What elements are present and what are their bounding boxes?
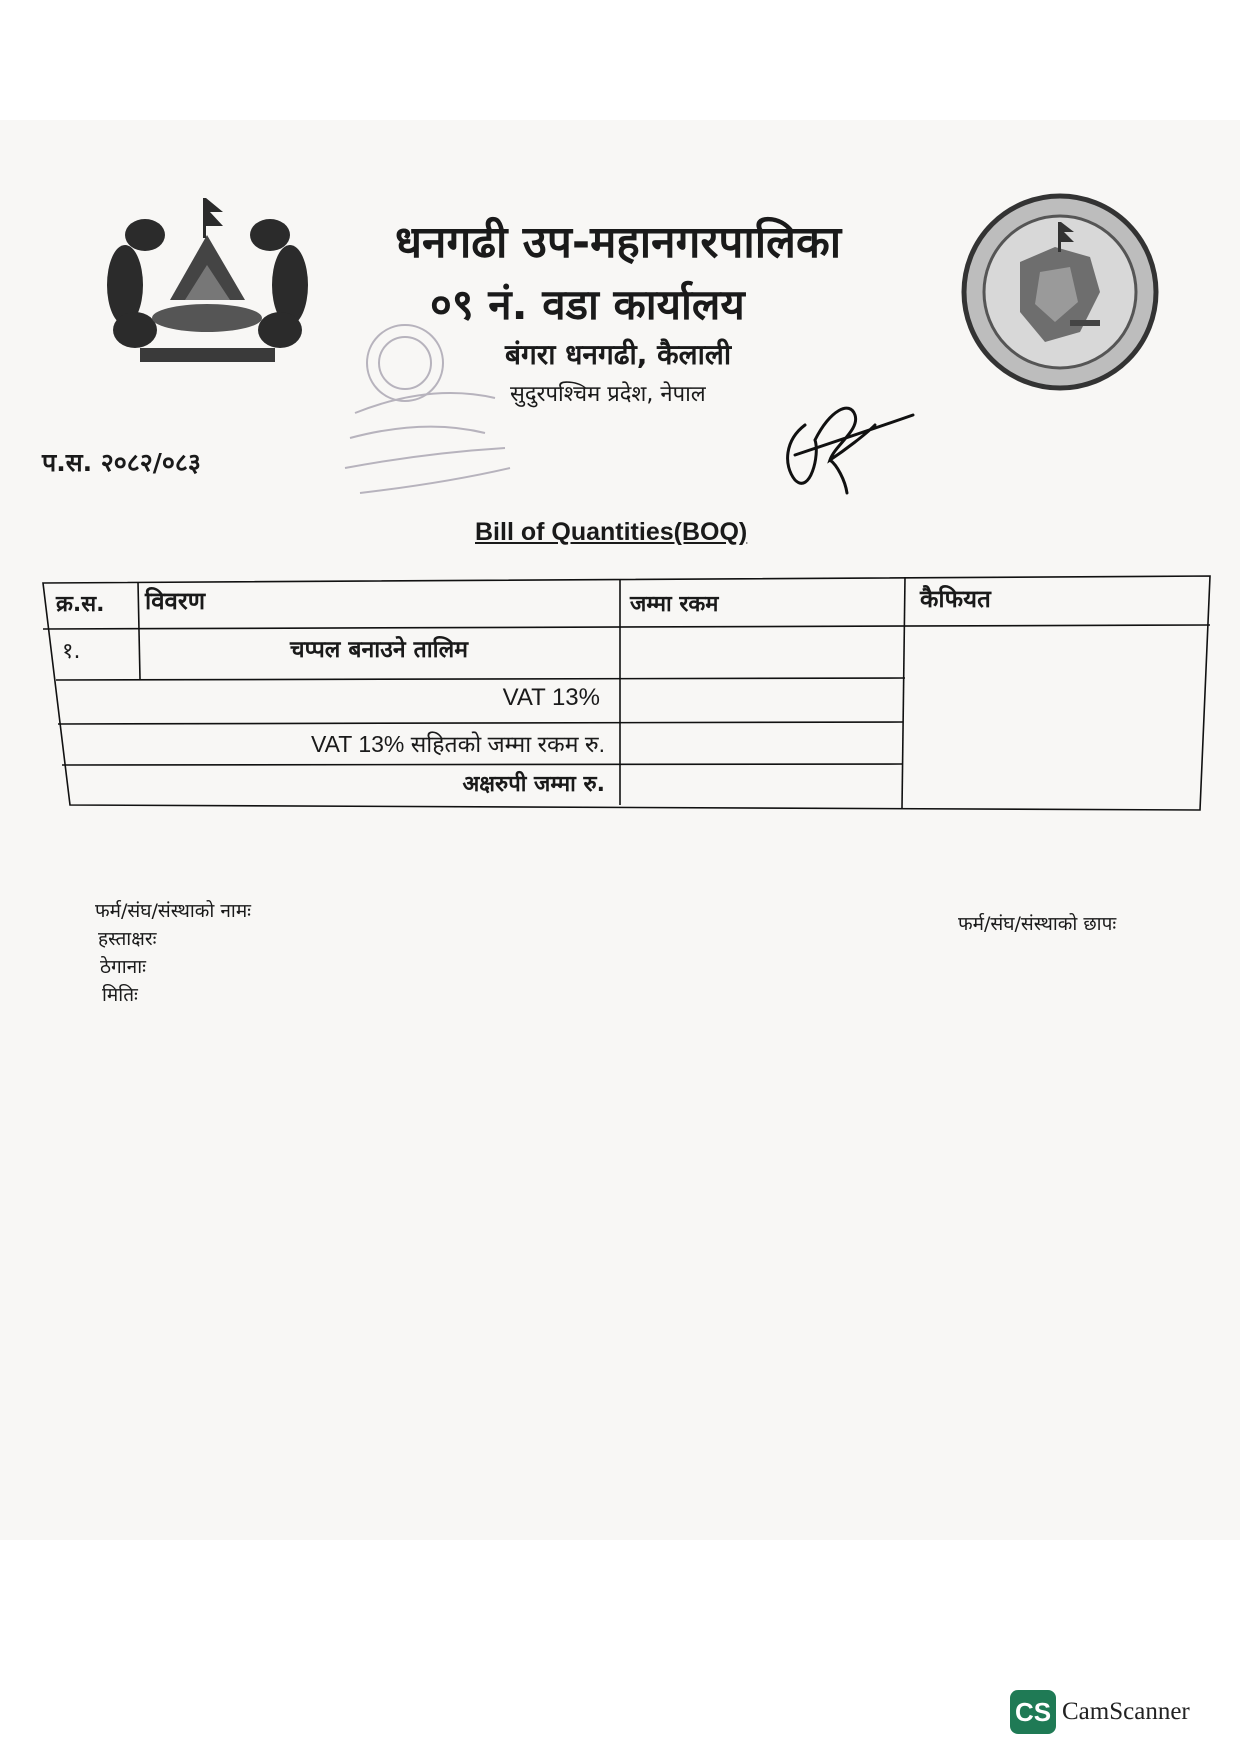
ward-office-name: ०९ नं. वडा कार्यालय (430, 280, 745, 329)
address-label: ठेगानाः (100, 956, 146, 978)
camscanner-logo-icon: CS (1010, 1690, 1056, 1734)
reference-number: प.स. २०८२/०८३ (42, 448, 201, 477)
firm-name-label: फर्म/संघ/संस्थाको नामः (95, 900, 252, 922)
municipality-name: धनगढी उप-महानगरपालिका (395, 217, 842, 268)
firm-stamp-label: फर्म/संघ/संस्थाको छापः (958, 913, 1117, 935)
total-with-vat-label: VAT 13% सहितको जम्मा रकम रु. (311, 731, 605, 757)
signature-label: हस्ताक्षरः (98, 928, 157, 950)
handwritten-signature-icon (775, 385, 915, 500)
date-label: मितिः (102, 984, 138, 1006)
camscanner-watermark: CamScanner (1062, 1698, 1190, 1725)
header-description: विवरण (145, 587, 206, 615)
office-address: बंगरा धनगढी, कैलाली (505, 338, 732, 371)
header-amount: जम्मा रकम (630, 592, 719, 617)
header-remarks: कैफियत (920, 585, 991, 613)
document-title: Bill of Quantities(BOQ) (475, 518, 748, 546)
province-name: सुदुरपश्चिम प्रदेश, नेपाल (510, 382, 706, 407)
row-description: चप्पल बनाउने तालिम (290, 637, 468, 663)
row-serial: १. (62, 639, 81, 664)
total-in-words-label: अक्षरुपी जम्मा रु. (462, 772, 605, 797)
nepal-emblem-icon (95, 190, 320, 380)
vat-label: VAT 13% (502, 684, 600, 711)
header-serial: क्र.स. (56, 592, 105, 617)
municipality-seal-icon (960, 192, 1160, 392)
